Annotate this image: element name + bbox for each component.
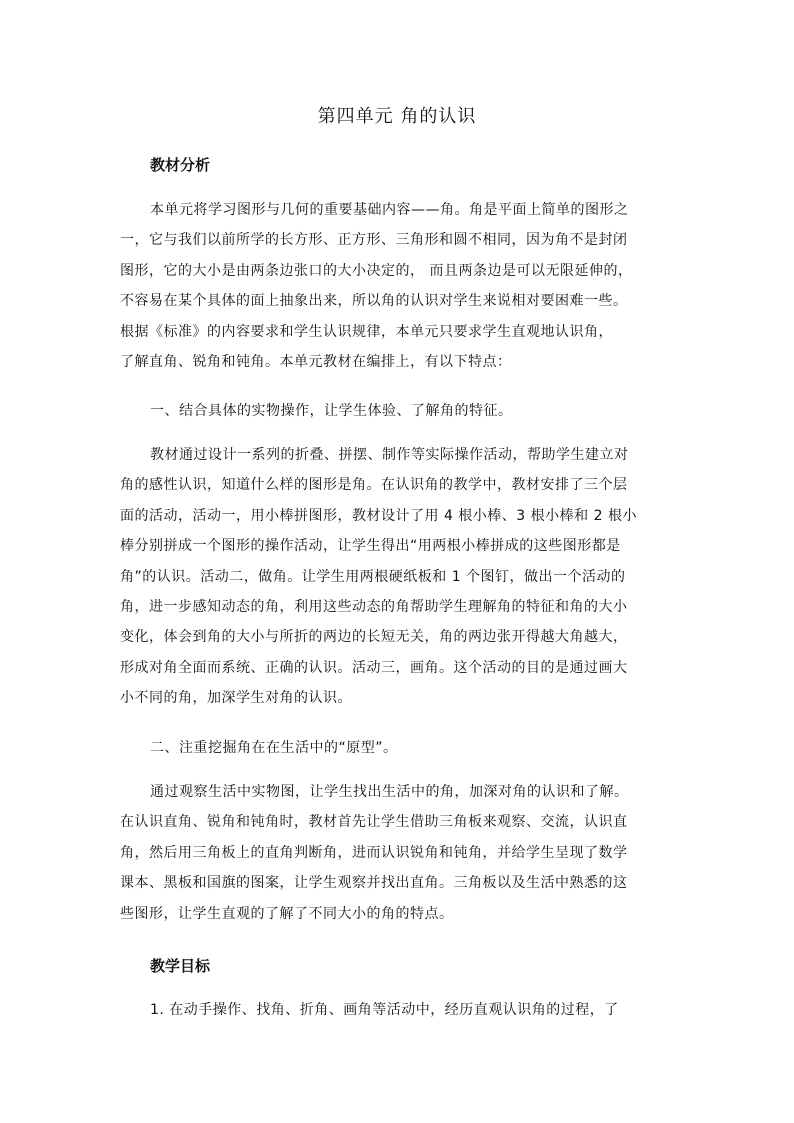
text-line: 了解直角、锐角和钝角。本单元教材在编排上，有以下特点： bbox=[120, 354, 512, 371]
text-line: 教材通过设计一系列的折叠、拼摆、制作等实际操作活动，帮助学生建立对 bbox=[150, 447, 629, 463]
text-line: 一，它与我们以前所学的长方形、正方形、三角形和圆不相同，因为角不是封闭 bbox=[120, 232, 628, 249]
text-line: 角，进一步感知动态的角，利用这些动态的角帮助学生理解角的特征和角的大小 bbox=[120, 599, 628, 616]
text-line: 1. 在动手操作、找角、折角、画角等活动中，经历直观认识角的过程，了 bbox=[150, 1002, 619, 1018]
text-line: 角”的认识。活动二，做角。让学生用两根硬纸板和 1 个图钉，做出一个活动的 bbox=[120, 568, 626, 585]
point2-paragraph bbox=[120, 777, 680, 929]
text-line: 本单元将学习图形与几何的重要基础内容——角。角是平面上简单的图形之 bbox=[150, 202, 629, 218]
text-line: 图形，它的大小是由两条边张口的大小决定的， 而且两条边是可以无限延伸的， bbox=[120, 262, 633, 279]
text-line: 些图形，让学生直观的了解了不同大小的角的特点。 bbox=[120, 905, 454, 922]
text-line: 变化，体会到角的大小与所折的两边的长短无关，角的两边张开得越大角越大， bbox=[120, 629, 628, 646]
text-line: 面的活动，活动一，用小棒拼图形，教材设计了用 4 根小棒、3 根小棒和 2 根小 bbox=[120, 507, 637, 524]
text-line: 不容易在某个具体的面上抽象出来，所以角的认识对学生来说相对要困难一些。 bbox=[120, 293, 628, 310]
section-heading-teaching-goals: 教学目标 bbox=[150, 957, 211, 975]
text-line: 小不同的角，加深学生对角的认识。 bbox=[120, 690, 352, 707]
text-line: 根据《标准》的内容要求和学生认识规律，本单元只要求学生直观地认识角， bbox=[120, 323, 613, 340]
page-title: 第四单元 角的认识 bbox=[317, 106, 477, 127]
section-heading-material-analysis: 教材分析 bbox=[150, 156, 211, 174]
intro-paragraph bbox=[120, 195, 680, 377]
text-line: 棒分别拼成一个图形的操作活动，让学生得出“用两根小棒拼成的这些图形都是 bbox=[120, 538, 621, 555]
text-line: 形成对角全面而系统、正确的认识。活动三，画角。这个活动的目的是通过画大 bbox=[120, 659, 628, 676]
text-line: 角，然后用三角板上的直角判断角，进而认识锐角和钝角，并给学生呈现了数学 bbox=[120, 844, 628, 861]
text-line: 角的感性认识，知道什么样的图形是角。在认识角的教学中，教材安排了三个层 bbox=[120, 477, 628, 494]
text-line: 课本、黑板和国旗的图案，让学生观察并找出直角。三角板以及生活中熟悉的这 bbox=[120, 875, 628, 892]
point1-paragraph bbox=[120, 440, 680, 714]
point2-heading: 二、注重挖掘角在在生活中的“原型”。 bbox=[150, 740, 398, 756]
goal-item-1 bbox=[120, 995, 680, 1025]
point1-heading: 一、结合具体的实物操作，让学生体验、了解角的特征。 bbox=[150, 403, 513, 419]
text-line: 通过观察生活中实物图，让学生找出生活中的角，加深对角的认识和了解。 bbox=[150, 784, 629, 800]
text-line: 在认识直角、锐角和钝角时，教材首先让学生借助三角板来观察、交流，认识直 bbox=[120, 814, 628, 831]
